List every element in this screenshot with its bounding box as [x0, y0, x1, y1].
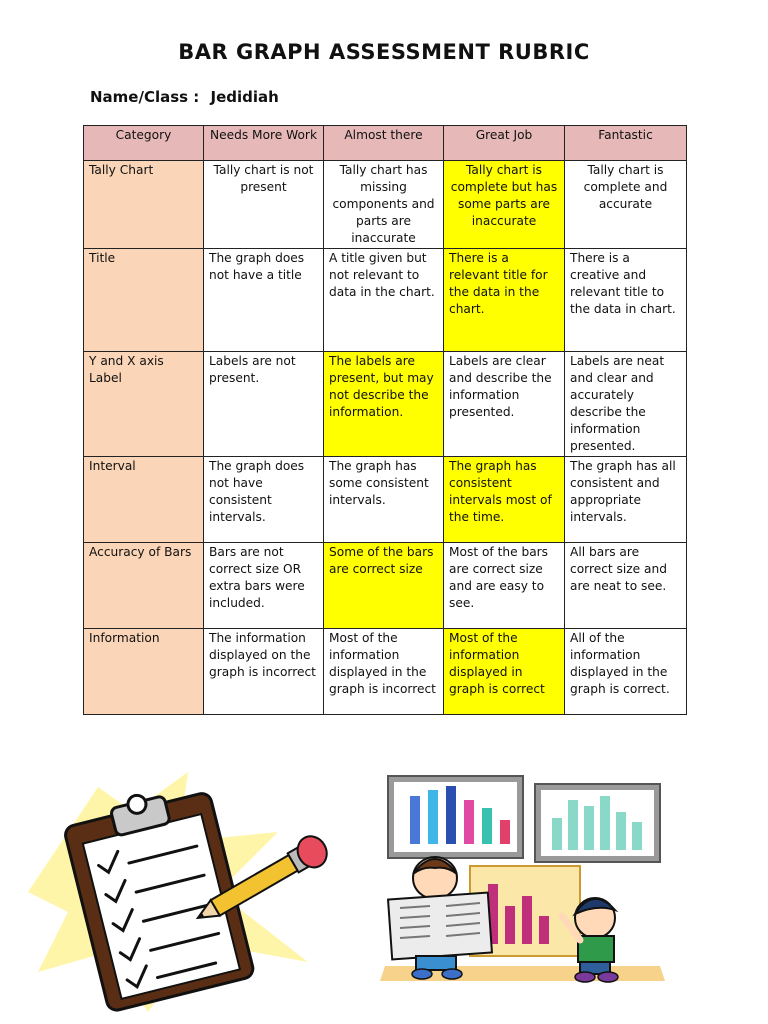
rubric-cell-highlighted: The labels are present, but may not describe the information.: [324, 352, 444, 457]
column-header-great-job: Great Job: [444, 126, 565, 161]
rubric-cell: There is a creative and relevant title to the data in chart.: [565, 249, 687, 352]
rubric-row-information: [84, 629, 687, 715]
name-class-label: Name/Class :: [90, 88, 200, 106]
rubric-cell: Most of the bars are correct size and are easy to see.: [444, 543, 565, 629]
rubric-cell: All bars are correct size and are neat to see.: [565, 543, 687, 629]
column-header-needs-more-work: Needs More Work: [204, 126, 324, 161]
document-title: BAR GRAPH ASSESSMENT RUBRIC: [178, 40, 590, 64]
clip-art-area: [0, 760, 768, 1024]
rubric-cell: Most of the information displayed in the graph is incorrect: [324, 629, 444, 715]
name-class-line: [90, 88, 279, 106]
category-cell: Title: [84, 249, 204, 352]
clipboard-checklist-illustration: [28, 772, 328, 1012]
rubric-row-accuracy-of-bars: [84, 543, 687, 629]
column-header-fantastic: Fantastic: [565, 126, 687, 161]
rubric-cell: The graph has all consistent and appropriate intervals.: [565, 457, 687, 543]
kids-bar-chart-illustration: [380, 766, 665, 991]
rubric-cell-highlighted: There is a relevant title for the data in the chart.: [444, 249, 565, 352]
rubric-table: [83, 125, 687, 715]
category-cell: Y and X axis Label: [84, 352, 204, 457]
rubric-cell: All of the information displayed in the graph is correct.: [565, 629, 687, 715]
category-cell: Information: [84, 629, 204, 715]
rubric-cell: Bars are not correct size OR extra bars were included.: [204, 543, 324, 629]
rubric-cell: Tally chart is complete and accurate: [565, 161, 687, 249]
rubric-cell: The graph does not have consistent intervals.: [204, 457, 324, 543]
rubric-row-tally-chart: [84, 161, 687, 249]
rubric-row-axis-label: [84, 352, 687, 457]
rubric-row-interval: [84, 457, 687, 543]
rubric-cell: The information displayed on the graph is incorrect: [204, 629, 324, 715]
rubric-cell: Labels are not present.: [204, 352, 324, 457]
column-header-category: Category: [84, 126, 204, 161]
rubric-cell-highlighted: Most of the information displayed in graph is correct: [444, 629, 565, 715]
rubric-cell: Labels are neat and clear and accurately describe the information presented.: [565, 352, 687, 457]
rubric-row-title: [84, 249, 687, 352]
category-cell: Tally Chart: [84, 161, 204, 249]
category-cell: Accuracy of Bars: [84, 543, 204, 629]
rubric-cell-highlighted: The graph has consistent intervals most of the time.: [444, 457, 565, 543]
rubric-cell: The graph does not have a title: [204, 249, 324, 352]
column-header-almost-there: Almost there: [324, 126, 444, 161]
rubric-cell: Labels are clear and describe the information presented.: [444, 352, 565, 457]
rubric-cell-highlighted: Some of the bars are correct size: [324, 543, 444, 629]
rubric-cell: Tally chart has missing components and parts are inaccurate: [324, 161, 444, 249]
name-class-value: Jedidiah: [210, 88, 279, 106]
rubric-cell: The graph has some consistent intervals.: [324, 457, 444, 543]
rubric-cell: Tally chart is not present: [204, 161, 324, 249]
rubric-header-row: [84, 126, 687, 161]
rubric-cell: A title given but not relevant to data in the chart.: [324, 249, 444, 352]
rubric-cell-highlighted: Tally chart is complete but has some parts are inaccurate: [444, 161, 565, 249]
category-cell: Interval: [84, 457, 204, 543]
